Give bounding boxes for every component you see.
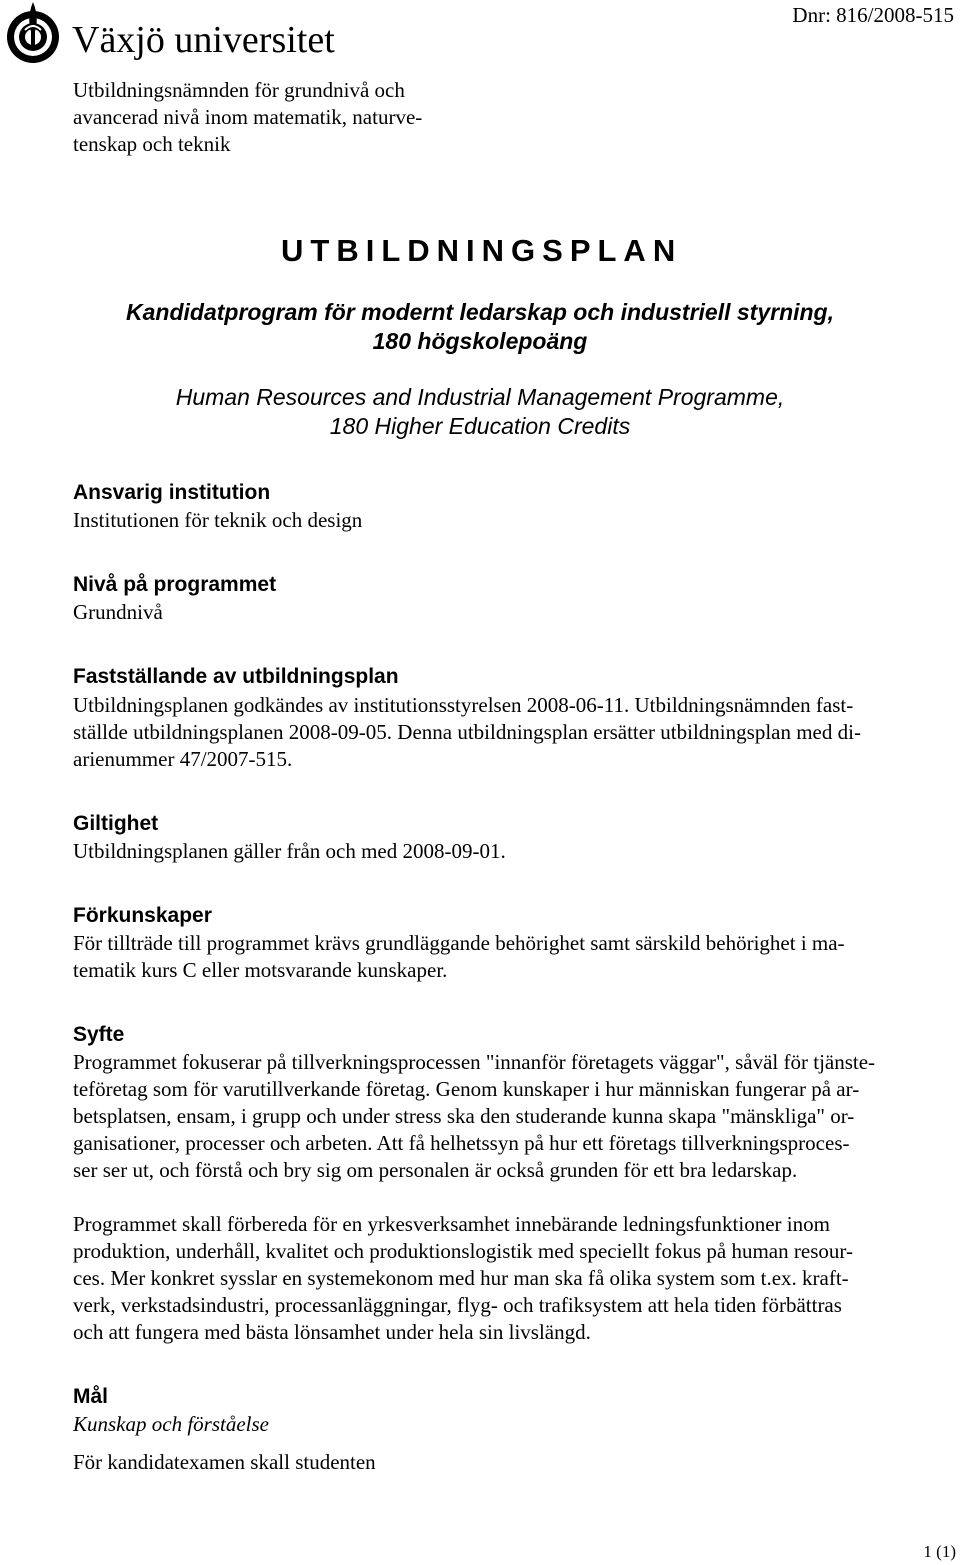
text-ansvarig-institution: Institutionen för teknik och design	[73, 508, 363, 532]
heading-giltighet: Giltighet	[73, 812, 159, 835]
text-mal: För kandidatexamen skall studenten	[73, 1450, 376, 1474]
text-forkunskaper-line-2: tematik kurs C eller motsvarande kunskaper.	[73, 958, 448, 982]
text-syfte-p2-line-2: produktion, underhåll, kvalitet och produktionslogistik med speciellt fokus på human resour-	[73, 1239, 853, 1263]
text-syfte-p2-line-3: ces. Mer konkret sysslar en systemekonom med hur man ska få olika system som t.ex. kraft-	[73, 1266, 849, 1290]
program-name-english-line-2: 180 Higher Education Credits	[329, 413, 631, 439]
document-title: UTBILDNINGSPLAN	[281, 233, 683, 268]
text-syfte-p1-line-4: ganisationer, processer och arbeten. Att få helhetssyn på hur ett företags tillverkningsproces-	[73, 1131, 850, 1155]
committee-line-2: avancerad nivå inom matematik, naturve-	[73, 105, 423, 129]
university-seal-icon	[4, 0, 62, 66]
heading-faststallande: Fastställande av utbildningsplan	[73, 665, 399, 688]
text-forkunskaper-line-1: För tillträde till programmet krävs grundläggande behörighet samt särskild behörighet i ma-	[73, 931, 845, 955]
document-number: Dnr: 816/2008-515	[792, 3, 954, 27]
heading-forkunskaper: Förkunskaper	[73, 904, 212, 927]
text-syfte-p1-line-1: Programmet fokuserar på tillverkningsprocessen "innanför företagets väggar", såväl för tjänste-	[73, 1050, 876, 1074]
text-syfte-p1-line-2: teföretag som för varutillverkande företag. Genom kunskaper i hur människan fungerar på ar-	[73, 1077, 860, 1101]
program-name-english-line-1: Human Resources and Industrial Management Programme,	[175, 384, 785, 410]
program-name-swedish-line-2: 180 högskolepoäng	[372, 328, 588, 354]
text-faststallande-line-3: arienummer 47/2007-515.	[73, 747, 293, 771]
text-niva: Grundnivå	[73, 600, 163, 624]
text-syfte-p2-line-4: verk, verkstadsindustri, processanläggningar, flyg- och trafiksystem att hela tiden förbättras	[73, 1293, 842, 1317]
committee-line-3: tenskap och teknik	[73, 132, 231, 156]
heading-ansvarig-institution: Ansvarig institution	[73, 481, 271, 504]
text-faststallande-line-1: Utbildningsplanen godkändes av institutionsstyrelsen 2008-06-11. Utbildningsnämnden fast-	[73, 693, 854, 717]
text-syfte-p2-line-5: och att fungera med bästa lönsamhet under hela sin livslängd.	[73, 1320, 591, 1344]
text-syfte-p1-line-3: betsplatsen, ensam, i grupp och under stress ska den studerande kunna skapa "mänskliga" or-	[73, 1104, 855, 1128]
text-syfte-p1-line-5: ser ser ut, och förstå och bry sig om personalen är också grunden för ett bra ledarskap.	[73, 1158, 798, 1182]
page-number: 1 (1)	[923, 1542, 956, 1561]
text-syfte-p2-line-1: Programmet skall förbereda för en yrkesverksamhet innebärande ledningsfunktioner inom	[73, 1212, 830, 1236]
text-faststallande-line-2: ställde utbildningsplanen 2008-09-05. Denna utbildningsplan ersätter utbildningsplan med di-	[73, 720, 861, 744]
heading-syfte: Syfte	[73, 1023, 125, 1046]
university-logo	[4, 0, 62, 66]
heading-mal: Mål	[73, 1385, 109, 1408]
heading-niva: Nivå på programmet	[73, 573, 277, 596]
committee-line-1: Utbildningsnämnden för grundnivå och	[73, 78, 405, 102]
subheading-kunskap: Kunskap och förståelse	[73, 1412, 269, 1436]
university-name: Växjö universitet	[72, 19, 335, 61]
program-name-swedish-line-1: Kandidatprogram för modernt ledarskap och industriell styrning,	[126, 299, 834, 325]
text-giltighet: Utbildningsplanen gäller från och med 2008-09-01.	[73, 839, 506, 863]
